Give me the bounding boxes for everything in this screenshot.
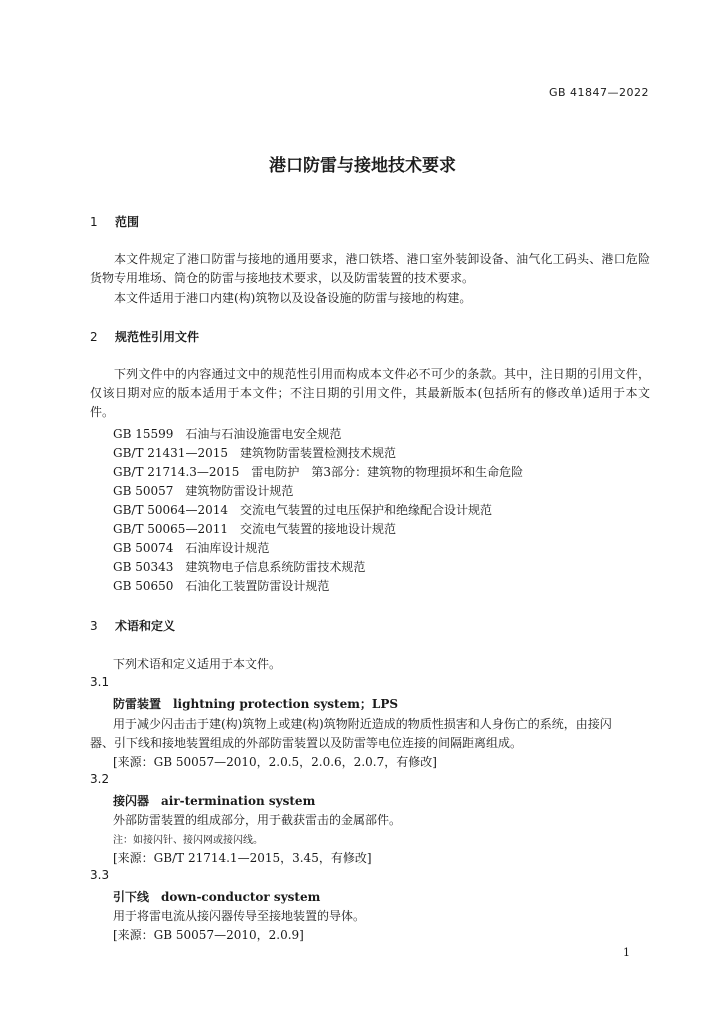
standard-code: GB 41847—2022 xyxy=(548,86,649,99)
section-number: 3 xyxy=(90,619,98,633)
term-source: [来源：GB/T 21714.1—2015，3.45，有修改] xyxy=(113,851,372,865)
reference-item: GB/T 50065—2011 交流电气装置的接地设计规范 xyxy=(113,522,396,536)
section-title: 范围 xyxy=(115,215,140,229)
terms-intro: 下列术语和定义适用于本文件。 xyxy=(113,657,282,671)
term-title: 引下线 down-conductor system xyxy=(113,890,321,904)
reference-item: GB 50074 石油库设计规范 xyxy=(113,541,270,555)
section-heading-normative xyxy=(90,328,199,345)
reference-item: GB/T 21431—2015 建筑物防雷装置检测技术规范 xyxy=(113,446,396,460)
term-number: 3.2 xyxy=(90,772,110,786)
normative-intro: 下列文件中的内容通过文中的规范性引用而构成本文件必不可少的条款。其中，注日期的引用文件，仅该日期对应的版本适用于本文件；不注日期的引用文件，其最新版本(包括所有的修改单)适用于本文件。 xyxy=(90,367,650,419)
term-source: [来源：GB 50057—2010，2.0.5，2.0.6，2.0.7，有修改] xyxy=(113,755,437,769)
reference-item: GB/T 21714.3—2015 雷电防护 第3部分：建筑物的物理损坏和生命危险 xyxy=(113,465,524,479)
section-number: 2 xyxy=(90,330,98,344)
term-title: 防雷装置 lightning protection system；LPS xyxy=(113,697,399,711)
term-definition: 外部防雷装置的组成部分，用于截获雷击的金属部件。 xyxy=(113,813,402,827)
term-note: 注：如接闪针、接闪网或接闪线。 xyxy=(113,835,263,846)
reference-item: GB 50650 石油化工装置防雷设计规范 xyxy=(113,579,330,593)
reference-item: GB/T 50064—2014 交流电气装置的过电压保护和绝缘配合设计规范 xyxy=(113,503,492,517)
reference-item: GB 50057 建筑物防雷设计规范 xyxy=(113,484,294,498)
term-title: 接闪器 air-termination system xyxy=(113,794,316,808)
page-number: 1 xyxy=(623,946,630,959)
section-heading-scope xyxy=(90,213,139,230)
reference-item: GB 50343 建筑物电子信息系统防雷技术规范 xyxy=(113,560,366,574)
section-heading-terms xyxy=(90,617,175,634)
term-source: [来源：GB 50057—2010，2.0.9] xyxy=(113,928,304,942)
section-number: 1 xyxy=(90,215,98,229)
document-title: 港口防雷与接地技术要求 xyxy=(269,156,456,176)
scope-paragraph-2: 本文件适用于港口内建(构)筑物以及设备设施的防雷与接地的构建。 xyxy=(114,291,472,305)
term-definition: 用于减少闪击击于建(构)筑物上或建(构)筑物附近造成的物质性损害和人身伤亡的系统，由接闪 xyxy=(113,717,612,731)
reference-item: GB 15599 石油与石油设施雷电安全规范 xyxy=(113,427,342,441)
term-number: 3.1 xyxy=(90,675,110,689)
scope-paragraph-1: 本文件规定了港口防雷与接地的通用要求，港口铁塔、港口室外装卸设备、油气化工码头、港口危险货物专用堆场、筒仓的防雷与接地技术要求，以及防雷装置的技术要求。 xyxy=(90,252,650,285)
section-title: 规范性引用文件 xyxy=(115,330,200,344)
section-title: 术语和定义 xyxy=(115,619,176,633)
term-definition: 用于将雷电流从接闪器传导至接地装置的导体。 xyxy=(113,909,366,923)
term-definition-continued: 器、引下线和接地装置组成的外部防雷装置以及防雷等电位连接的间隔距离组成。 xyxy=(90,736,523,750)
term-number: 3.3 xyxy=(90,868,110,882)
